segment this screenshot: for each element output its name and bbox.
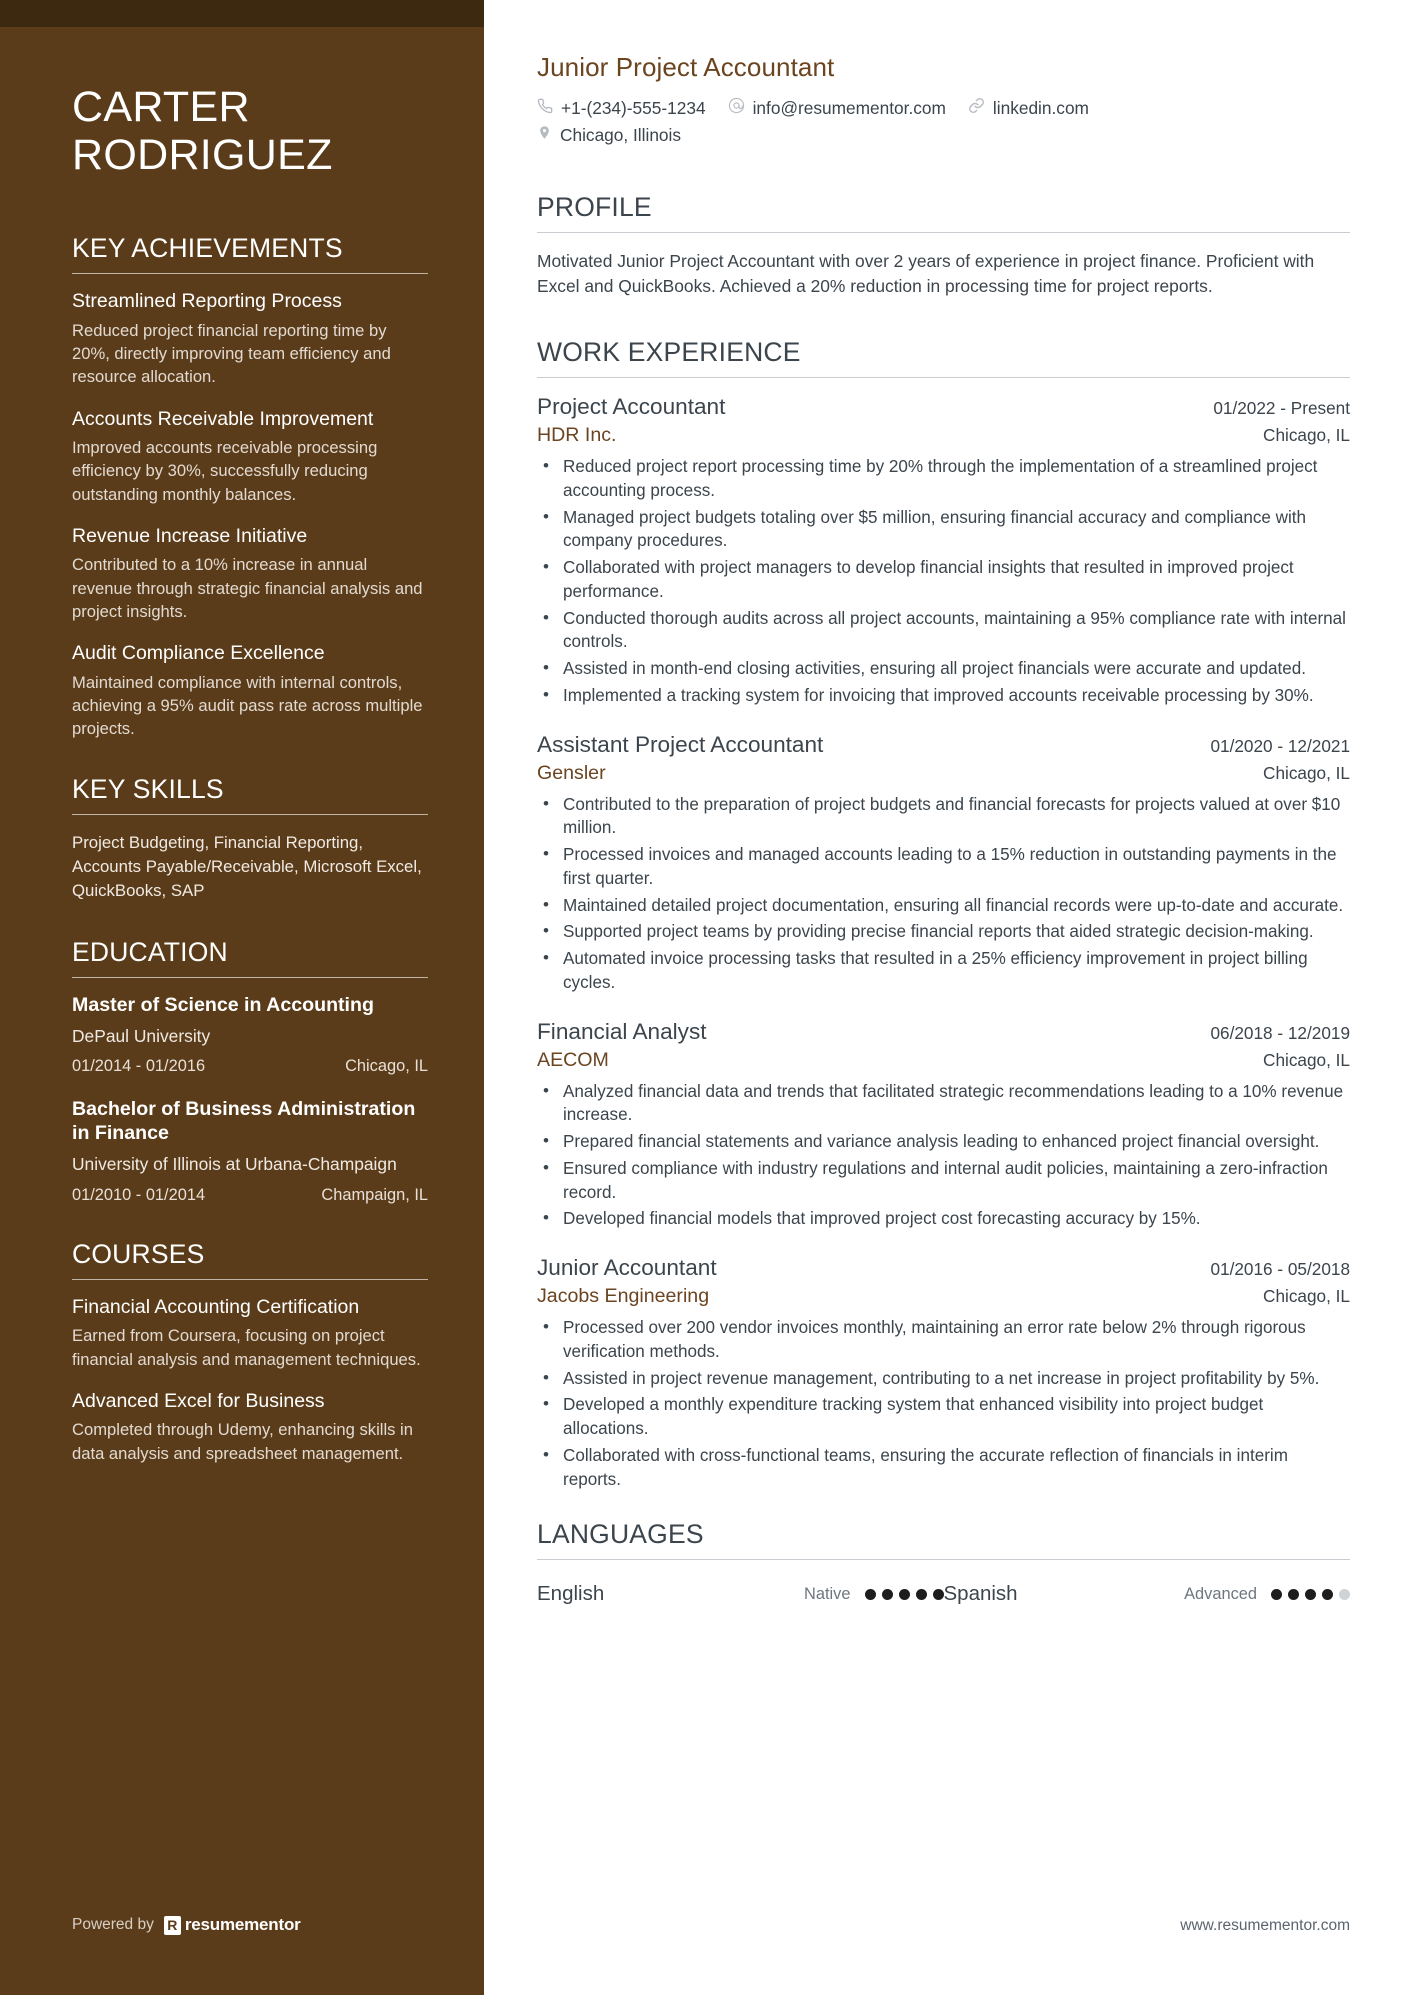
experience-role: Financial Analyst — [537, 1018, 707, 1044]
experience-location: Chicago, IL — [1263, 1286, 1350, 1307]
proficiency-dot — [1339, 1589, 1350, 1600]
experience-bullet: • Automated invoice processing tasks that resulted in a 25% efficiency improvement in project billing cycles. — [537, 947, 1350, 995]
key-achievements-heading: KEY ACHIEVEMENTS — [72, 233, 343, 264]
experience-dates: 01/2022 - Present — [1213, 398, 1350, 419]
section-courses — [72, 1239, 428, 1465]
experience-bullet: • Prepared financial statements and variance analysis leading to enhanced project financial oversight. — [537, 1130, 1350, 1154]
resumementor-logo[interactable] — [164, 1915, 301, 1935]
proficiency-dot — [916, 1589, 927, 1600]
experience-bullet: • Processed invoices and managed accounts leading to a 15% reduction in outstanding payments in the first quarter. — [537, 843, 1350, 891]
experience-bullet: • Processed over 200 vendor invoices monthly, maintaining an error rate below 2% through rigorous verification methods. — [537, 1316, 1350, 1364]
experience-bullet: • Analyzed financial data and trends that facilitated strategic recommendations leading to a 10% revenue increase. — [537, 1080, 1350, 1128]
experience-dates: 01/2016 - 05/2018 — [1210, 1259, 1350, 1280]
sidebar — [0, 0, 484, 1995]
experience-bullets — [537, 1080, 1350, 1232]
headline-job-title: Junior Project Accountant — [537, 52, 835, 82]
experience-dates: 01/2020 - 12/2021 — [1210, 735, 1350, 756]
proficiency-dot — [1322, 1589, 1333, 1600]
education-item — [72, 1098, 428, 1204]
experience-bullet: • Assisted in month-end closing activities, ensuring all project financials were accurate and updated. — [537, 657, 1350, 681]
divider — [537, 1559, 1350, 1560]
course-title: Financial Accounting Certification — [72, 1295, 360, 1318]
resumementor-logo-text: resumementor — [184, 1915, 301, 1934]
contact-text: +1-(234)-555-1234 — [561, 97, 706, 118]
language-proficiency-dots — [1271, 1589, 1350, 1600]
experience-company: Jacobs Engineering — [537, 1285, 710, 1308]
divider — [72, 977, 428, 978]
proficiency-dot — [899, 1589, 910, 1600]
resumementor-logo-mark: R — [164, 1916, 181, 1935]
key-achievements-list — [72, 290, 428, 740]
experience-bullet: • Assisted in project revenue management, contributing to a net increase in project profitability by 5%. — [537, 1367, 1350, 1391]
contact-text: info@resumementor.com — [752, 97, 946, 118]
experience-bullets — [537, 455, 1350, 708]
education-heading: EDUCATION — [72, 936, 228, 967]
achievement-item — [72, 408, 428, 506]
section-key-achievements — [72, 233, 428, 740]
experience-bullet: • Collaborated with project managers to develop financial insights that resulted in improved project performance. — [537, 556, 1350, 604]
contact-row — [537, 97, 1197, 146]
experience-bullet: • Reduced project report processing time by 20% through the implementation of a streamlined project accounting process. — [537, 455, 1350, 503]
contact-item-phone[interactable] — [537, 98, 706, 119]
experience-company: Gensler — [537, 761, 606, 784]
experience-location: Chicago, IL — [1263, 762, 1350, 783]
proficiency-dot — [933, 1589, 944, 1600]
course-desc: Earned from Coursera, focusing on project financial analysis and management techniques. — [72, 1326, 421, 1369]
section-profile — [537, 192, 1350, 299]
contact-item-email[interactable] — [728, 97, 946, 119]
experience-bullets — [537, 793, 1350, 995]
education-dates: 01/2010 - 01/2014 — [72, 1185, 206, 1204]
sidebar-top-strip — [0, 0, 484, 27]
proficiency-dot — [1305, 1589, 1316, 1600]
language-name: Spanish — [943, 1582, 1018, 1606]
education-degree: Master of Science in Accounting — [72, 993, 374, 1016]
proficiency-dot — [1288, 1589, 1299, 1600]
achievement-title: Accounts Receivable Improvement — [72, 407, 374, 430]
experience-item — [537, 1255, 1350, 1491]
achievement-desc: Contributed to a 10% increase in annual revenue through strategic financial analysis and project insights. — [72, 555, 423, 621]
achievement-title: Revenue Increase Initiative — [72, 524, 308, 547]
key-skills-heading: KEY SKILLS — [72, 774, 224, 805]
section-key-skills — [72, 774, 428, 903]
education-school: University of Illinois at Urbana-Champaign — [72, 1154, 397, 1175]
experience-bullet: • Managed project budgets totaling over $5 million, ensuring financial accuracy and compliance with company procedures. — [537, 506, 1350, 554]
location-pin-icon — [537, 124, 552, 146]
experience-location: Chicago, IL — [1263, 425, 1350, 446]
education-dates: 01/2014 - 01/2016 — [72, 1057, 206, 1076]
name-last-line: RODRIGUEZ — [72, 131, 333, 180]
achievement-item — [72, 525, 428, 623]
achievement-title: Streamlined Reporting Process — [72, 290, 342, 313]
experience-bullet: • Supported project teams by providing precise financial reports that aided strategic decision-making. — [537, 920, 1350, 944]
experience-company: AECOM — [537, 1048, 609, 1071]
language-level: Native — [804, 1584, 851, 1603]
experience-bullet: • Implemented a tracking system for invoicing that improved accounts receivable processing by 30%. — [537, 684, 1350, 708]
languages-row — [537, 1576, 1350, 1606]
experience-bullets — [537, 1316, 1350, 1491]
language-level: Advanced — [1184, 1584, 1257, 1603]
profile-text: Motivated Junior Project Accountant with over 2 years of experience in project finance. Proficient with Excel and QuickBooks. Achieved a 20% reduction in processing time for project reports. — [537, 251, 1315, 297]
achievement-title: Audit Compliance Excellence — [72, 642, 325, 665]
language-name: English — [537, 1582, 605, 1606]
contact-item-link[interactable] — [968, 97, 1089, 119]
experience-dates: 06/2018 - 12/2019 — [1210, 1022, 1350, 1043]
section-languages — [537, 1519, 1350, 1606]
experience-bullet: • Conducted thorough audits across all project accounts, maintaining a 95% compliance rate with internal controls. — [537, 607, 1350, 655]
email-icon — [728, 97, 745, 119]
experience-item — [537, 1019, 1350, 1232]
profile-heading: PROFILE — [537, 192, 652, 222]
experience-role: Assistant Project Accountant — [537, 731, 824, 757]
powered-by-label: Powered by — [72, 1916, 154, 1933]
experience-bullet: • Developed financial models that improved project cost forecasting accuracy by 15%. — [537, 1207, 1350, 1231]
experience-role: Junior Accountant — [537, 1255, 717, 1281]
experience-location: Chicago, IL — [1263, 1049, 1350, 1070]
contact-text: linkedin.com — [992, 97, 1089, 118]
language-proficiency-dots — [865, 1589, 944, 1600]
candidate-name — [72, 83, 428, 179]
education-item — [72, 994, 428, 1077]
name-first-line: CARTER — [72, 83, 250, 131]
footer-url: www.resumementor.com — [1180, 1917, 1350, 1934]
work-experience-heading: WORK EXPERIENCE — [537, 337, 801, 368]
course-item — [72, 1296, 428, 1371]
divider — [72, 273, 428, 274]
main-content — [484, 0, 1410, 1995]
education-degree: Bachelor of Business Administration in Finance — [72, 1098, 416, 1145]
contact-item-location-pin[interactable] — [537, 124, 1197, 146]
courses-list — [72, 1296, 428, 1465]
experience-item — [537, 732, 1350, 995]
language-item — [537, 1582, 944, 1606]
experience-bullet: • Contributed to the preparation of project budgets and financial forecasts for projects valued at over $10 million. — [537, 793, 1350, 841]
sidebar-footer — [72, 1915, 301, 1935]
achievement-desc: Reduced project financial reporting time by 20%, directly improving team efficiency and resource allocation. — [72, 320, 391, 387]
education-school: DePaul University — [72, 1025, 211, 1046]
divider — [72, 1279, 428, 1280]
course-desc: Completed through Udemy, enhancing skills in data analysis and spreadsheet management. — [72, 1420, 413, 1463]
experience-role: Project Accountant — [537, 394, 726, 420]
experience-bullet: • Collaborated with cross-functional teams, ensuring the accurate reflection of financials in interim reports. — [537, 1444, 1350, 1492]
courses-heading: COURSES — [72, 1238, 205, 1269]
proficiency-dot — [865, 1589, 876, 1600]
section-education — [72, 937, 428, 1205]
divider — [537, 232, 1350, 233]
proficiency-dot — [1271, 1589, 1282, 1600]
section-work-experience — [537, 337, 1350, 1491]
phone-icon — [537, 98, 553, 119]
proficiency-dot — [882, 1589, 893, 1600]
languages-heading: LANGUAGES — [537, 1519, 704, 1550]
course-title: Advanced Excel for Business — [72, 1389, 325, 1412]
education-list — [72, 994, 428, 1205]
divider — [72, 814, 428, 815]
experience-bullet: • Maintained detailed project documentation, ensuring all financial records were up-to-date and accurate. — [537, 894, 1350, 918]
experience-bullet: • Ensured compliance with industry regulations and internal audit policies, maintaining a zero-infraction record. — [537, 1157, 1350, 1205]
key-skills-text: Project Budgeting, Financial Reporting, Accounts Payable/Receivable, Microsoft Excel, QuickBooks, SAP — [72, 833, 422, 900]
link-icon — [968, 97, 985, 119]
achievement-desc: Maintained compliance with internal controls, achieving a 95% audit pass rate across multiple projects. — [72, 672, 423, 739]
achievement-desc: Improved accounts receivable processing efficiency by 30%, successfully reducing outstanding monthly balances. — [72, 438, 378, 504]
course-item — [72, 1390, 428, 1465]
education-location: Champaign, IL — [321, 1185, 428, 1204]
divider — [537, 377, 1350, 378]
achievement-item — [72, 290, 428, 388]
language-item — [944, 1582, 1351, 1606]
experience-bullet: • Developed a monthly expenditure tracking system that enhanced visibility into project budget allocations. — [537, 1393, 1350, 1441]
achievement-item — [72, 642, 428, 740]
experience-item — [537, 394, 1350, 708]
experience-company: HDR Inc. — [537, 424, 617, 447]
education-location: Chicago, IL — [345, 1057, 428, 1076]
work-experience-list — [537, 394, 1350, 1491]
contact-text: Chicago, Illinois — [560, 124, 682, 145]
